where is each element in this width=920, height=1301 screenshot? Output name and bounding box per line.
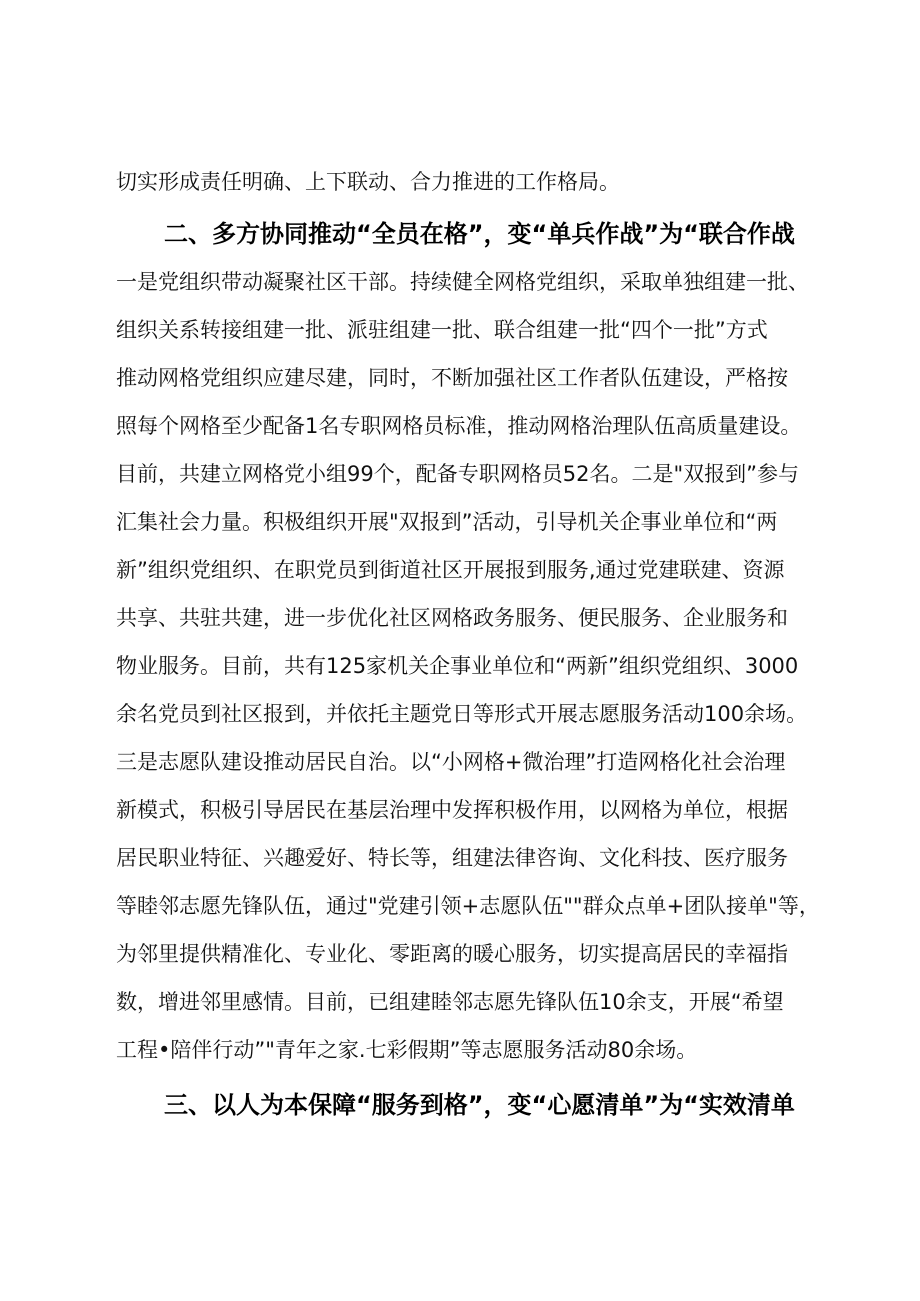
body-line: 物业服务。目前，共有125家机关企事业单位和“两新”组织党组织、3000 (116, 654, 799, 678)
body-line: 新”组织党组织、在职党员到街道社区开展报到服务,通过党建联建、资源 (116, 558, 785, 582)
body-line: 照每个网格至少配备1名专职网格员标准，推动网格治理队伍高质量建设。 (116, 414, 802, 438)
body-line: 数，增进邻里感情。目前，已组建睦邻志愿先锋队伍10余支，开展“希望 (116, 990, 784, 1014)
opening-line: 切实形成责任明确、上下联动、合力推进的工作格局。 (116, 170, 620, 194)
body-line: 工程•陪伴行动”"青年之家.七彩假期”等志愿服务活动80余场。 (116, 1038, 698, 1062)
body-line: 新模式，积极引导居民在基层治理中发挥积极作用，以网格为单位，根据 (116, 798, 788, 822)
section-three-heading: 三、以人为本保障“服务到格”，变“心愿清单”为“实效清单 (164, 1091, 795, 1119)
body-line: 组织关系转接组建一批、派驻组建一批、联合组建一批“四个一批”方式 (116, 318, 768, 342)
body-line: 推动网格党组织应建尽建，同时，不断加强社区工作者队伍建设，严格按 (116, 366, 788, 390)
body-line: 居民职业特征、兴趣爱好、特长等，组建法律咨询、文化科技、医疗服务 (116, 846, 788, 870)
body-line: 余名党员到社区报到，并依托主题党日等形式开展志愿服务活动100余场。 (116, 702, 808, 726)
body-line: 一是党组织带动凝聚社区干部。持续健全网格党组织，采取单独组建一批、 (116, 270, 809, 294)
section-two-heading: 二、多方协同推动“全员在格”，变“单兵作战”为“联合作战 (164, 220, 795, 248)
body-line: 为邻里提供精准化、专业化、零距离的暖心服务，切实提高居民的幸福指 (116, 942, 788, 966)
body-line: 汇集社会力量。积极组织开展"双报到”活动，引导机关企事业单位和“两 (116, 510, 778, 534)
body-line: 目前，共建立网格党小组99个，配备专职网格员52名。二是"双报到”参与 (116, 462, 799, 486)
body-line: 三是志愿队建设推动居民自治。以“小网格+微治理”打造网格化社会治理 (116, 750, 786, 774)
body-line: 等睦邻志愿先锋队伍，通过"党建引领+志愿队伍""群众点单+团队接单"等， (116, 894, 820, 918)
body-line: 共享、共驻共建，进一步优化社区网格政务服务、便民服务、企业服务和 (116, 606, 788, 630)
